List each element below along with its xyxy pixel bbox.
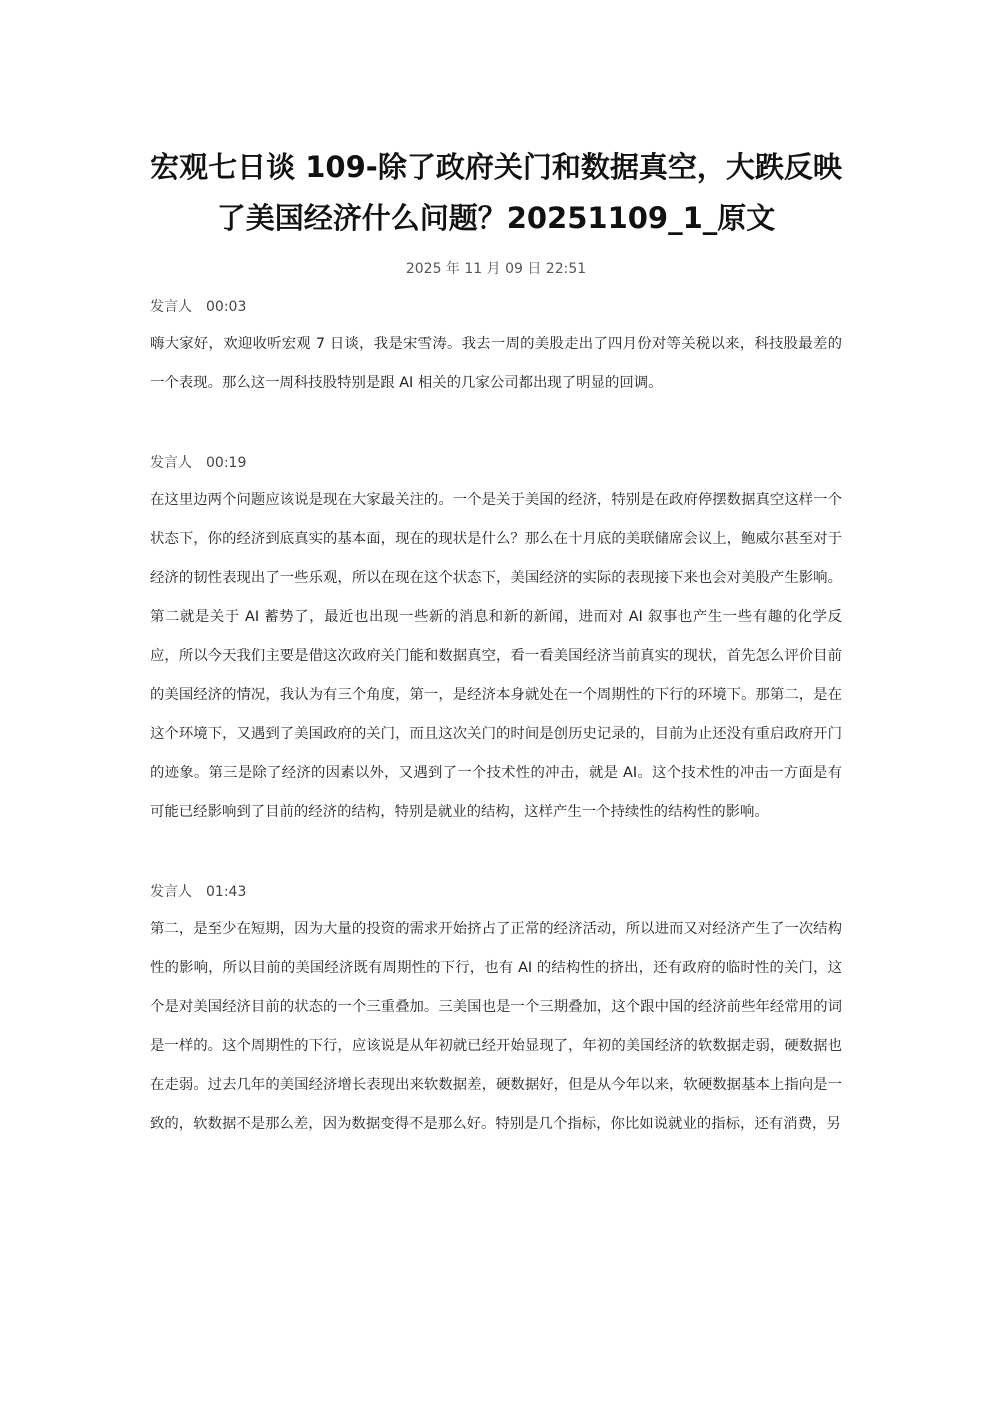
document-date: 2025 年 11 月 09 日 22:51 bbox=[405, 261, 587, 277]
speaker-line bbox=[150, 295, 842, 319]
speaker-line bbox=[150, 880, 842, 904]
segment-text: 在这里边两个问题应该说是现在大家最关注的。一个是关于美国的经济，特别是在政府停摆数据真空这样一个状态下，你的经济到底真实的基本面，现在的现状是什么？那么在十月底的美联储席会议上，鲍威尔甚至对于经济的韧性表现出了一些乐观，所以在现在这个状态下，美国经济的实际的表现接下来也会对美股产生影响。第二就是关于 AI 蓄势了，最近也出现一些新的消息和新的新闻，进而对 AI 叙事也产生一些有趣的化学反应，所以今天我们主要是借这次政府关门能和数据真空，看一看美国经济当前真实的现状，首先怎么评价目前的美国经济的情况，我认为有三个角度，第一，是经济本身就处在一个周期性的下行的环境下。那第二，是在这个环境下，又遇到了美国政府的关门，而且这次关门的时间是创历史记录的，目前为止还没有重启政府开门的迹象。第三是除了经济的因素以外，又遇到了一个技术性的冲击，就是 AI。这个技术性的冲击一方面是有可能已经影响到了目前的经济的结构，特别是就业的结构，这样产生一个持续性的结构性的影响。 bbox=[150, 492, 842, 820]
timestamp: 01:43 bbox=[206, 884, 247, 900]
timestamp: 00:19 bbox=[206, 455, 247, 471]
speaker-line bbox=[150, 451, 842, 475]
transcript-segment bbox=[150, 451, 842, 832]
transcript-segment bbox=[150, 295, 842, 403]
document-title: 宏观七日谈 109-除了政府关门和数据真空，大跌反映了美国经济什么问题？20251109_1_原文 bbox=[150, 150, 842, 235]
timestamp: 00:03 bbox=[206, 299, 247, 315]
segment-text: 嗨大家好，欢迎收听宏观 7 日谈，我是宋雪涛。我去一周的美股走出了四月份对等关税以来，科技股最差的一个表现。那么这一周科技股特别是跟 AI 相关的几家公司都出现了明显的回调。 bbox=[150, 336, 842, 391]
speaker-name: 发言人 bbox=[150, 455, 192, 471]
transcript-segment bbox=[150, 880, 842, 1144]
segment-text: 第二，是至少在短期，因为大量的投资的需求开始挤占了正常的经济活动，所以进而又对经济产生了一次结构性的影响，所以目前的美国经济既有周期性的下行，也有 AI 的结构性的挤出，还有政府的临时性的关门，这个是对美国经济目前的状态的一个三重叠加。三美国也是一个三期叠加，这个跟中国的经济前些年经常用的词是一样的。这个周期性的下行，应该说是从年初就已经开始显现了，年初的美国经济的软数据走弱，硬数据也在走弱。过去几年的美国经济增长表现出来软数据差，硬数据好，但是从今年以来，软硬数据基本上指向是一致的，软数据不是那么差，因为数据变得不是那么好。特别是几个指标，你比如说就业的指标，还有消费，另 bbox=[150, 921, 842, 1132]
speaker-name: 发言人 bbox=[150, 299, 192, 315]
speaker-name: 发言人 bbox=[150, 884, 192, 900]
transcript-body bbox=[150, 295, 842, 1144]
